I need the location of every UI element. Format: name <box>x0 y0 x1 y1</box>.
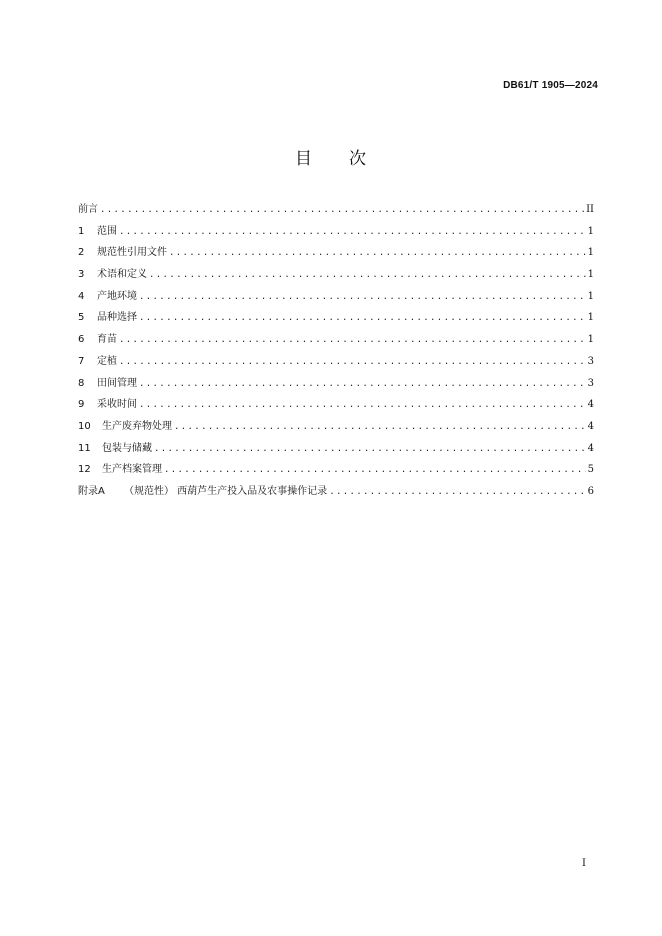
toc-entry-page: 1 <box>587 312 594 324</box>
toc-leader-dots <box>329 482 585 504</box>
toc-leader-dots <box>139 287 586 309</box>
title-char-1: 目 <box>295 149 313 169</box>
toc-entry-page: 4 <box>587 442 594 454</box>
toc-entry-title: 术语和定义 <box>97 269 147 281</box>
toc-entry-number: 附录A <box>78 485 105 497</box>
toc-entry-page: 4 <box>587 399 594 411</box>
toc-entry-page: 1 <box>587 290 594 302</box>
table-of-contents <box>78 199 594 503</box>
toc-entry-title: 品种选择 <box>97 312 137 324</box>
toc-entry-page: 3 <box>587 377 594 389</box>
toc-entry-number: 5 <box>78 312 85 324</box>
toc-leader-dots <box>139 374 586 396</box>
toc-leader-dots <box>139 395 586 417</box>
toc-entry-11[interactable] <box>78 438 594 460</box>
toc-entry-4[interactable] <box>78 286 594 308</box>
toc-entry-page: 1 <box>587 225 594 237</box>
standard-code: DB61/T 1905—2024 <box>503 80 598 91</box>
toc-entry-title: 规范性引用文件 <box>97 247 167 259</box>
toc-entry-title: 包装与储藏 <box>102 442 152 454</box>
toc-entry-title: 田间管理 <box>97 377 137 389</box>
toc-entry-number: 11 <box>78 442 91 454</box>
toc-entry-title: 育苗 <box>97 334 117 346</box>
toc-leader-dots <box>119 222 586 244</box>
toc-entry-page: 5 <box>587 464 594 476</box>
toc-entry-page: 6 <box>587 485 594 497</box>
toc-entry-title: 前言 <box>78 204 98 215</box>
toc-leader-dots <box>149 265 586 287</box>
toc-entry-6[interactable] <box>78 329 594 351</box>
toc-entry-number: 3 <box>78 269 85 281</box>
toc-entry-number: 2 <box>78 247 85 259</box>
toc-entry-title: 生产废弃物处理 <box>102 420 172 432</box>
toc-entry-2[interactable] <box>78 242 594 264</box>
toc-entry-page: 3 <box>587 355 594 367</box>
toc-leader-dots <box>164 460 586 482</box>
toc-entry-page: 1 <box>587 247 594 259</box>
page-title <box>0 144 662 169</box>
toc-entry-appendix-a[interactable] <box>78 481 594 503</box>
toc-leader-dots <box>154 439 586 461</box>
toc-entry-page: 1 <box>587 334 594 346</box>
toc-entry-title: 产地环境 <box>97 290 137 302</box>
toc-entry-number: 7 <box>78 355 85 367</box>
toc-leader-dots <box>139 308 586 330</box>
toc-entry-7[interactable] <box>78 351 594 373</box>
title-char-2: 次 <box>349 149 367 169</box>
toc-entry-foreword[interactable] <box>78 199 594 221</box>
toc-entry-title: 生产档案管理 <box>102 464 162 476</box>
toc-leader-dots <box>100 200 584 222</box>
toc-leader-dots <box>174 417 586 439</box>
toc-entry-8[interactable] <box>78 373 594 395</box>
toc-leader-dots <box>119 352 586 374</box>
toc-entry-number: 4 <box>78 290 85 302</box>
footer-page-number: I <box>582 858 586 869</box>
toc-entry-page: II <box>586 204 594 215</box>
toc-entry-title: （规范性） 西葫芦生产投入品及农事操作记录 <box>124 485 328 497</box>
toc-entry-1[interactable] <box>78 221 594 243</box>
toc-entry-number: 12 <box>78 464 91 476</box>
toc-leader-dots <box>169 243 586 265</box>
toc-entry-number: 10 <box>78 420 91 432</box>
toc-leader-dots <box>119 330 586 352</box>
toc-entry-12[interactable] <box>78 459 594 481</box>
toc-entry-number: 9 <box>78 399 85 411</box>
toc-entry-10[interactable] <box>78 416 594 438</box>
toc-entry-page: 1 <box>587 269 594 281</box>
toc-entry-title: 定植 <box>97 355 117 367</box>
toc-entry-number: 8 <box>78 377 85 389</box>
toc-entry-number: 6 <box>78 334 85 346</box>
toc-entry-9[interactable] <box>78 394 594 416</box>
toc-entry-3[interactable] <box>78 264 594 286</box>
toc-entry-number: 1 <box>78 225 85 237</box>
toc-entry-page: 4 <box>587 420 594 432</box>
toc-entry-title: 采收时间 <box>97 399 137 411</box>
toc-entry-5[interactable] <box>78 307 594 329</box>
toc-entry-title: 范围 <box>97 225 117 237</box>
